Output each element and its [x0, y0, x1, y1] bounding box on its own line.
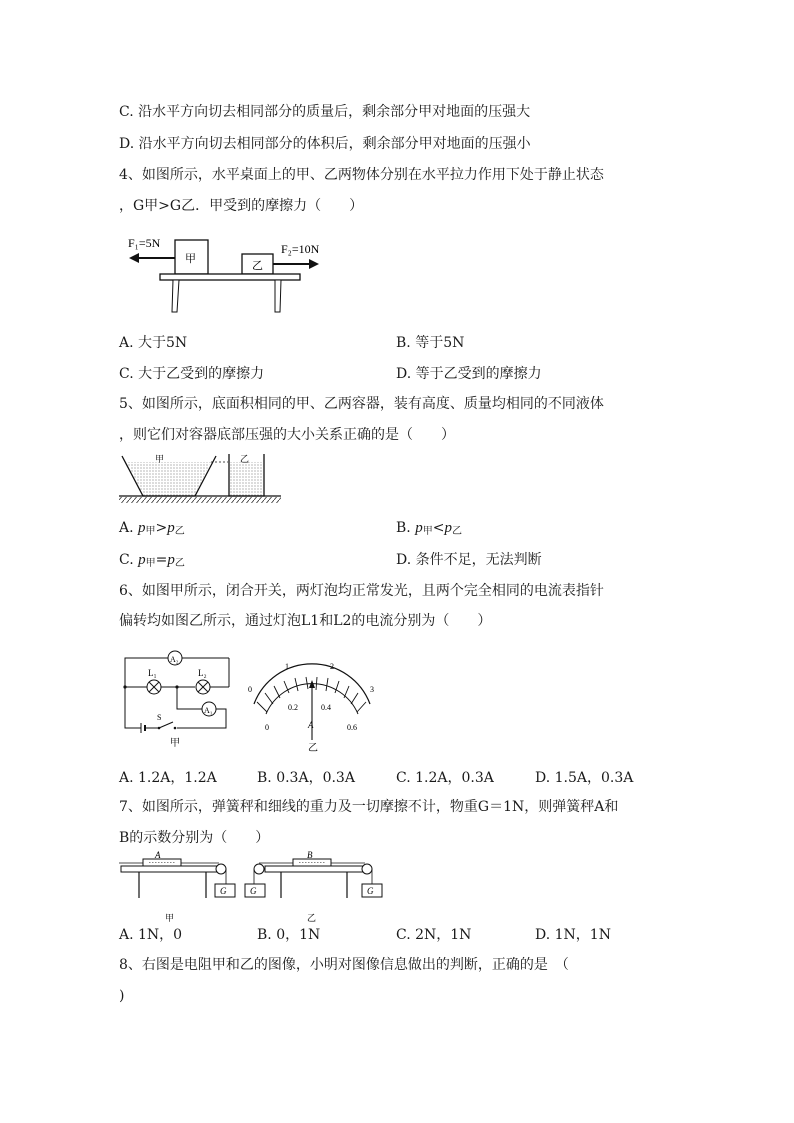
q6-stem-line1: 6、如图甲所示，闭合开关，两灯泡均正常发光，且两个完全相同的电流表指针	[119, 583, 604, 599]
q6-dial-inner-06: 0.6	[347, 723, 357, 732]
q3-option-d: D. 沿水平方向切去相同部分的体积后，剩余部分甲对地面的压强小	[119, 136, 531, 152]
q7-figure	[119, 850, 389, 923]
q4-block-yi-label: 乙	[252, 260, 263, 272]
q6-circuit-figure	[119, 646, 239, 750]
q6-option-c: C. 1.2A，0.3A	[396, 770, 494, 786]
q5-stem-line2: ，则它们对容器底部压强的大小关系正确的是（ ）	[119, 427, 455, 443]
q6-dial-inner-0: 0	[265, 723, 269, 732]
q4-stem-line2: ，G甲>G乙．甲受到的摩擦力（ ）	[119, 198, 364, 214]
q8-stem-line1: 8、右图是电阻甲和乙的图像，小明对图像信息做出的判断，正确的是 （	[119, 957, 569, 973]
q5-label-jia: 甲	[155, 454, 165, 464]
q7-stem-line2: B的示数分别为（ ）	[119, 830, 270, 846]
q6-option-a: A. 1.2A，1.2A	[119, 770, 217, 786]
q6-ammeter-dial-figure	[244, 656, 384, 752]
q5-stem-line1: 5、如图所示，底面积相同的甲、乙两容器，装有高度、质量均相同的不同液体	[119, 396, 604, 412]
q7-option-d: D. 1N，1N	[535, 927, 611, 943]
q6-dial-letter: A	[308, 720, 314, 730]
q4-option-b: B. 等于5N	[396, 335, 465, 351]
q5-ground-hatch	[119, 497, 281, 503]
q4-f2-label: F₂=10N	[281, 242, 320, 256]
q6-caption-jia: 甲	[170, 738, 180, 749]
svg-text:G: G	[250, 886, 257, 896]
q6-dial-outer-0: 0	[248, 685, 252, 694]
q7-option-b: B. 0，1N	[257, 927, 321, 943]
q5-option-d: D. 条件不足，无法判断	[396, 552, 542, 568]
svg-text:A₂: A₂	[170, 655, 179, 664]
q5-option-a: A. $p_甲>p_乙$	[119, 520, 185, 537]
svg-text:S: S	[157, 713, 162, 722]
q4-table-leg-left	[172, 280, 179, 312]
q4-f1-label: F₁=5N	[128, 236, 161, 250]
q5-figure	[119, 452, 284, 512]
q6-stem-line2: 偏转均如图乙所示，通过灯泡L1和L2的电流分别为（ ）	[119, 613, 492, 629]
svg-text:L₂: L₂	[198, 668, 207, 678]
q3-option-c: C. 沿水平方向切去相同部分的质量后，剩余部分甲对地面的压强大	[119, 104, 531, 120]
q6-dial-inner-04: 0.4	[321, 703, 331, 712]
svg-text:L₁: L₁	[148, 668, 157, 678]
q6-option-d: D. 1.5A，0.3A	[535, 770, 634, 786]
q6-dial-outer-3: 3	[370, 685, 374, 694]
q4-option-a: A. 大于5N	[119, 335, 188, 351]
q7-pulley-yi-left	[254, 864, 264, 874]
q6-option-b: B. 0.3A，0.3A	[257, 770, 355, 786]
svg-text:G: G	[220, 886, 227, 896]
q7-option-c: C. 2N，1N	[396, 927, 472, 943]
q7-caption-jia: 甲	[165, 913, 175, 923]
q8-stem-line2: )	[119, 988, 125, 1004]
q6-dial-outer-1: 1	[285, 662, 289, 671]
q6-dial-outer-2: 2	[330, 662, 334, 671]
q7-pulley-yi-right	[362, 864, 372, 874]
q7-caption-yi: 乙	[307, 913, 317, 923]
q4-block-jia-label: 甲	[185, 253, 196, 265]
svg-text:G: G	[367, 886, 374, 896]
q4-figure	[125, 234, 320, 314]
svg-text:A₁: A₁	[204, 706, 213, 715]
q7-table-jia	[121, 866, 221, 872]
q5-option-b: B. $p_甲<p_乙$	[396, 520, 462, 537]
q7-stem-line1: 7、如图所示，弹簧秤和细线的重力及一切摩擦不计，物重G＝1N，则弹簧秤A和	[119, 799, 619, 815]
q6-caption-yi: 乙	[308, 743, 318, 754]
q7-label-b: B	[307, 850, 313, 860]
q4-option-c: C. 大于乙受到的摩擦力	[119, 366, 265, 382]
q4-table-leg-right	[275, 280, 281, 312]
q6-switch	[159, 722, 173, 728]
q6-dial-inner-02: 0.2	[288, 703, 298, 712]
q5-option-c: C. $p_甲=p_乙$	[119, 552, 185, 569]
q5-container-yi-liquid	[229, 462, 264, 496]
q7-option-a: A. 1N，0	[119, 927, 183, 943]
q4-stem-line1: 4、如图所示，水平桌面上的甲、乙两物体分别在水平拉力作用下处于静止状态	[119, 167, 604, 183]
q7-label-a: A	[155, 850, 161, 860]
q5-label-yi: 乙	[240, 454, 250, 464]
q7-table-yi	[265, 866, 365, 872]
q7-pulley-jia	[216, 864, 226, 874]
q4-table-top	[160, 274, 300, 280]
q4-option-d: D. 等于乙受到的摩擦力	[396, 366, 542, 382]
